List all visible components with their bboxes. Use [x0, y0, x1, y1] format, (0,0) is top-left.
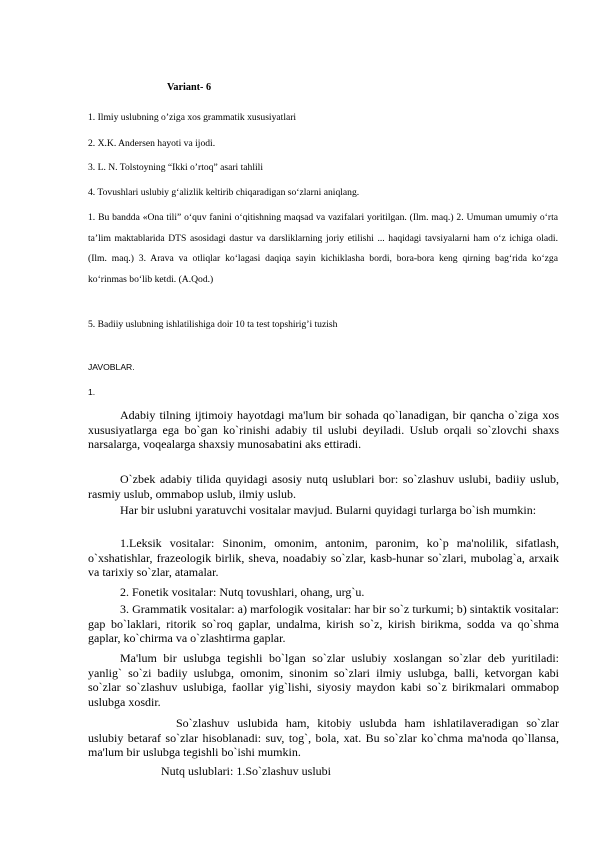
- answer-paragraph-7: Ma'lum bir uslubga tegishli bo`lgan so`zlar uslubiy xoslangan so`zlar deb yuritiladi: yanlig` so`zi badiiy uslubga, omonim, sinonim so`zlari ilmiy uslubga, balli, ketvorgan kabi so`zlar so`zlashuv uslubiga, faollar yig`lishi, siyosiy maydon kabi so`z birikmalari ommabop uslubga xosdir.: [88, 651, 559, 709]
- task-1: 1. Ilmiy uslubning o’ziga xos grammatik xususiyatlari: [88, 112, 297, 123]
- answer-paragraph-6: 3. Grammatik vositalar: a) marfologik vositalar: har bir so`z turkumi; b) sintaktik vositalar: gap bo`laklari, ritorik so`roq gaplar, undalma, kirish so`z, kirish birikma, sodda va qo`shma gaplar, ko`chirma va o`zlashtirma gaplar.: [88, 602, 559, 646]
- answer-paragraph-1: Adabiy tilning ijtimoiy hayotdagi ma'lum bir sohada qo`lanadigan, bir qancha o`ziga xos xususiyatlarga ega bo`gan ko`rinishi adabiy til uslubi deyiladi. Uslub orqali so`zlovchi shaxs narsalarga, voqealarga shaxsiy munosabatini aks ettiradi.: [88, 408, 559, 452]
- answer-paragraph-4: 1.Leksik vositalar: Sinonim, omonim, antonim, paronim, ko`p ma'nolilik, sifatlash, o`xshatishlar, frazeologik birlik, sheva, noadabiy so`zlar, kasb-hunar so`zlari, mubolag`a, arxaik va tarixiy so`zlar, atamalar.: [88, 536, 559, 580]
- answer-paragraph-8: So`zlashuv uslubida ham, kitobiy uslubda ham ishlatilaveradigan so`zlar uslubiy betaraf so`zlar hisoblanadi: suv, tog`, bola, xat. Bu so`zlar ko`chma ma'noda qo`llansa, ma'lum bir uslubga tegishli bo`ishi mumkin.: [88, 716, 559, 760]
- variant-title: Variant- 6: [167, 82, 212, 93]
- answer-paragraph-2: O`zbek adabiy tilida quyidagi asosiy nutq uslublari bor: so`zlashuv uslubi, badiiy uslub, rasmiy uslub, ommabop uslub, ilmiy uslub.: [88, 472, 559, 501]
- task-5: 5. Badiiy uslubning ishlatilishiga doir 10 ta test topshirig’i tuzish: [88, 319, 338, 330]
- task-2: 2. X.K. Andersen hayoti va ijodi.: [88, 138, 216, 149]
- example-sentences: 1. Bu bandda «Ona tili” o‘quv fanini o‘qitishning maqsad va vazifalari yoritilgan. (Ilm. maq.) 2. Umuman umumiy o‘rta ta’lim maktablarida DTS asosidagi dastur va darsliklarning joriy etilishi ... haqidagi tavsiyalarni ham o‘z ichiga oladi.(Ilm. maq.) 3. Arava va otliqlar ko‘lagasi daqiqa sayin kichiklasha bordi, bora-bora keng qirning bag‘rida ko‘zga ko‘rinmas bo‘lib ketdi. (A.Qod.): [88, 212, 558, 285]
- answer-paragraph-3: Har bir uslubni yaratuvchi vositalar mavjud. Bularni quyidagi turlarga bo`ish mumkin:: [120, 503, 537, 517]
- answers-number: 1.: [88, 387, 96, 397]
- task-4: 4. Tovushlari uslubiy g‘alizlik keltirib chiqaradigan so‘zlarni aniqlang.: [88, 187, 360, 198]
- task-3: 3. L. N. Tolstoyning “Ikki o’rtoq” asari tahlili: [88, 162, 264, 173]
- answer-paragraph-5: 2. Fonetik vositalar: Nutq tovushlari, ohang, urg`u.: [120, 585, 365, 599]
- answers-heading: JAVOBLAR.: [88, 362, 135, 372]
- speech-styles-line: Nutq uslublari: 1.So`zlashuv uslubi: [161, 764, 331, 778]
